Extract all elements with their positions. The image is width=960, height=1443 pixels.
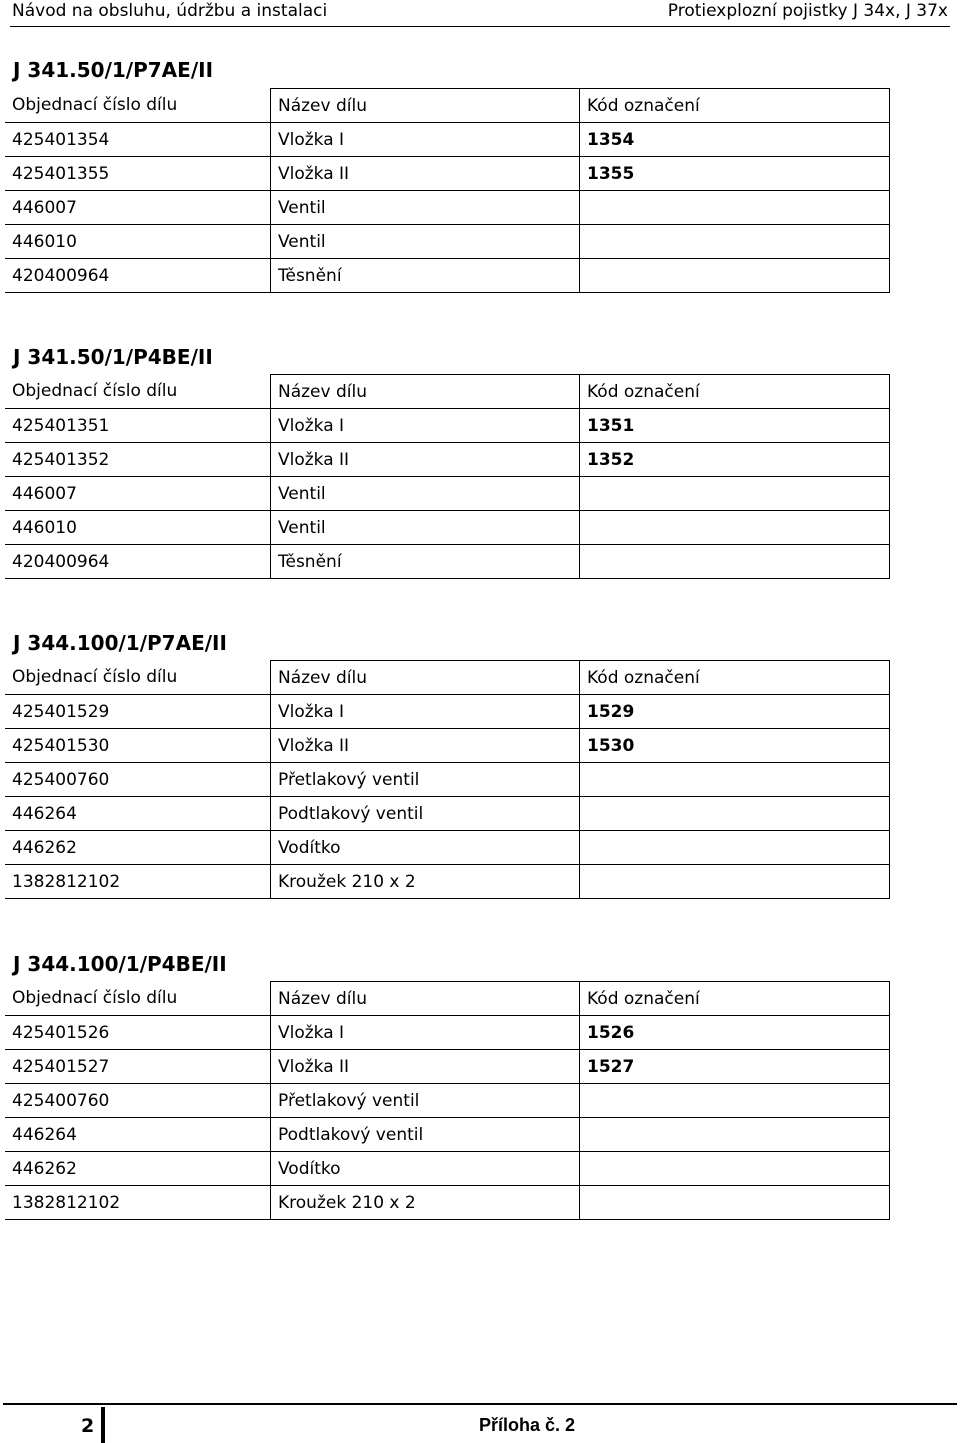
column-header-name: Název dílu	[271, 982, 580, 1016]
order-number-cell: 420400964	[5, 545, 271, 579]
order-number-cell: 425400760	[5, 763, 271, 797]
order-number-cell: 446007	[5, 191, 271, 225]
order-number-cell: 1382812102	[5, 865, 271, 899]
header-document-title: Návod na obsluhu, údržbu a instalaci	[12, 1, 328, 21]
order-number-cell: 425401530	[5, 729, 271, 763]
part-name-cell: Přetlakový ventil	[271, 763, 580, 797]
order-number-cell: 446264	[5, 1118, 271, 1152]
parts-table	[5, 981, 890, 1220]
part-name-cell: Přetlakový ventil	[271, 1084, 580, 1118]
order-number-cell: 425401529	[5, 695, 271, 729]
order-number-cell: 1382812102	[5, 1186, 271, 1220]
table-row	[5, 1118, 890, 1152]
code-cell	[580, 191, 890, 225]
code-cell	[580, 1084, 890, 1118]
table-row	[5, 123, 890, 157]
part-name-cell: Podtlakový ventil	[271, 797, 580, 831]
order-number-cell: 425401526	[5, 1016, 271, 1050]
column-header-code: Kód označení	[580, 661, 890, 695]
table-row	[5, 157, 890, 191]
table-row	[5, 1152, 890, 1186]
code-cell	[580, 545, 890, 579]
section-title: J 341.50/1/P4BE/II	[13, 345, 213, 369]
table-row	[5, 191, 890, 225]
code-cell: 1529	[580, 695, 890, 729]
table-row	[5, 1084, 890, 1118]
table-row	[5, 545, 890, 579]
code-cell: 1526	[580, 1016, 890, 1050]
column-header-code: Kód označení	[580, 375, 890, 409]
table-row	[5, 695, 890, 729]
table-header-row	[5, 89, 890, 123]
table-row	[5, 225, 890, 259]
code-cell: 1527	[580, 1050, 890, 1084]
order-number-cell: 446262	[5, 1152, 271, 1186]
part-name-cell: Podtlakový ventil	[271, 1118, 580, 1152]
code-cell	[580, 797, 890, 831]
parts-table	[5, 660, 890, 899]
column-header-name: Název dílu	[271, 661, 580, 695]
code-cell	[580, 259, 890, 293]
part-name-cell: Vložka I	[271, 409, 580, 443]
order-number-cell: 446007	[5, 477, 271, 511]
order-number-cell: 425401355	[5, 157, 271, 191]
code-cell	[580, 865, 890, 899]
table-row	[5, 443, 890, 477]
order-number-cell: 425401354	[5, 123, 271, 157]
part-name-cell: Vložka I	[271, 1016, 580, 1050]
table-row	[5, 831, 890, 865]
table-row	[5, 1186, 890, 1220]
table-header-row	[5, 982, 890, 1016]
code-cell: 1351	[580, 409, 890, 443]
page-number: 2	[81, 1415, 95, 1437]
part-name-cell: Vložka II	[271, 1050, 580, 1084]
table-row	[5, 729, 890, 763]
part-name-cell: Vodítko	[271, 831, 580, 865]
code-cell	[580, 511, 890, 545]
order-number-cell: 425401351	[5, 409, 271, 443]
parts-table	[5, 88, 890, 293]
code-cell	[580, 1186, 890, 1220]
page-footer	[3, 1403, 957, 1441]
part-name-cell: Ventil	[271, 225, 580, 259]
order-number-cell: 446010	[5, 225, 271, 259]
column-header-order-no: Objednací číslo dílu	[5, 89, 271, 123]
code-cell	[580, 225, 890, 259]
table-row	[5, 409, 890, 443]
part-name-cell: Ventil	[271, 477, 580, 511]
table-header-row	[5, 375, 890, 409]
code-cell	[580, 831, 890, 865]
order-number-cell: 446264	[5, 797, 271, 831]
table-row	[5, 259, 890, 293]
order-number-cell: 425401352	[5, 443, 271, 477]
part-name-cell: Vložka II	[271, 157, 580, 191]
part-name-cell: Vložka II	[271, 729, 580, 763]
table-row	[5, 797, 890, 831]
table-row	[5, 865, 890, 899]
part-name-cell: Těsnění	[271, 259, 580, 293]
section-title: J 344.100/1/P7AE/II	[13, 631, 227, 655]
appendix-label: Příloha č. 2	[479, 1415, 576, 1435]
table-row	[5, 511, 890, 545]
order-number-cell: 446262	[5, 831, 271, 865]
order-number-cell: 425400760	[5, 1084, 271, 1118]
section-title: J 344.100/1/P4BE/II	[13, 952, 227, 976]
parts-table	[5, 374, 890, 579]
part-name-cell: Vložka I	[271, 695, 580, 729]
page-header	[10, 0, 950, 27]
code-cell	[580, 477, 890, 511]
code-cell	[580, 1118, 890, 1152]
column-header-order-no: Objednací číslo dílu	[5, 982, 271, 1016]
table-row	[5, 477, 890, 511]
column-header-order-no: Objednací číslo dílu	[5, 375, 271, 409]
code-cell: 1530	[580, 729, 890, 763]
column-header-order-no: Objednací číslo dílu	[5, 661, 271, 695]
table-row	[5, 763, 890, 797]
table-row	[5, 1016, 890, 1050]
order-number-cell: 420400964	[5, 259, 271, 293]
part-name-cell: Těsnění	[271, 545, 580, 579]
footer-divider	[101, 1407, 105, 1443]
part-name-cell: Vložka II	[271, 443, 580, 477]
order-number-cell: 425401527	[5, 1050, 271, 1084]
code-cell	[580, 1152, 890, 1186]
part-name-cell: Vložka I	[271, 123, 580, 157]
section-title: J 341.50/1/P7AE/II	[13, 58, 214, 82]
header-product-title: Protiexplozní pojistky J 34x, J 37x	[667, 1, 948, 21]
column-header-code: Kód označení	[580, 89, 890, 123]
column-header-code: Kód označení	[580, 982, 890, 1016]
code-cell	[580, 763, 890, 797]
column-header-name: Název dílu	[271, 89, 580, 123]
code-cell: 1352	[580, 443, 890, 477]
column-header-name: Název dílu	[271, 375, 580, 409]
part-name-cell: Kroužek 210 x 2	[271, 865, 580, 899]
table-row	[5, 1050, 890, 1084]
code-cell: 1354	[580, 123, 890, 157]
order-number-cell: 446010	[5, 511, 271, 545]
part-name-cell: Ventil	[271, 191, 580, 225]
part-name-cell: Vodítko	[271, 1152, 580, 1186]
part-name-cell: Kroužek 210 x 2	[271, 1186, 580, 1220]
table-header-row	[5, 661, 890, 695]
code-cell: 1355	[580, 157, 890, 191]
part-name-cell: Ventil	[271, 511, 580, 545]
